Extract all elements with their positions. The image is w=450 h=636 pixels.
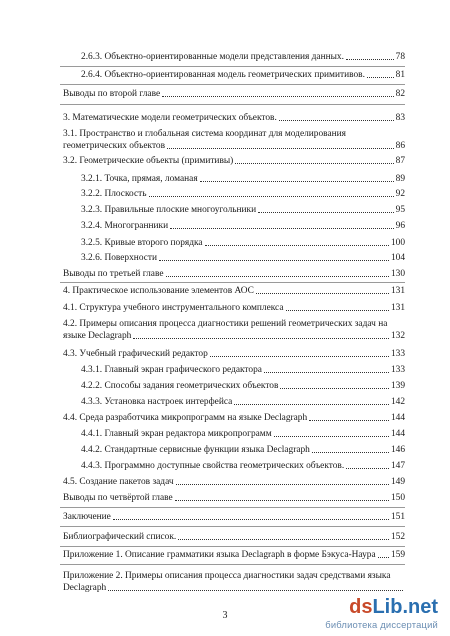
toc-leader <box>264 372 389 373</box>
toc-entry-page: 100 <box>390 238 405 248</box>
toc-entry <box>63 302 405 314</box>
toc-entry <box>63 268 405 280</box>
toc-leader <box>133 338 389 339</box>
toc-entry-label: 4.5. Создание пакетов задач <box>63 477 174 487</box>
toc-entry-page: 81 <box>395 70 405 80</box>
toc-entry <box>81 188 405 200</box>
toc-entry <box>81 396 405 408</box>
toc-entry <box>81 364 405 376</box>
toc-entry <box>81 460 405 472</box>
toc-entry-label: Выводы по второй главе <box>63 89 161 99</box>
toc-entry-page: 146 <box>390 445 405 455</box>
row-divider <box>60 564 405 565</box>
toc-entry-page: 86 <box>395 141 405 151</box>
toc-entry-page: 149 <box>390 477 405 487</box>
toc-leader <box>175 500 389 501</box>
toc-entry <box>63 285 405 297</box>
toc-entry-page: 152 <box>390 532 405 542</box>
toc-entry-label: 3. Математические модели геометрических объектов. <box>63 113 277 123</box>
toc-entry <box>81 220 405 232</box>
toc-entry-label: 4.4.2. Стандартные сервисные функции языка Declagraph <box>81 445 310 455</box>
toc-entry <box>63 88 405 100</box>
toc-entry-page: 104 <box>390 253 405 263</box>
toc-entry-label: 4.4.3. Программно доступные свойства геометрических объектов. <box>81 461 345 471</box>
toc-entry-label-cont: Declagraph <box>63 583 107 593</box>
toc-leader <box>149 196 394 197</box>
toc-entry-line2 <box>63 582 405 594</box>
toc-entry-label: 4.3. Учебный графический редактор <box>63 349 208 359</box>
toc-entry-page: 142 <box>390 397 405 407</box>
toc-entry <box>63 318 405 342</box>
row-divider <box>60 84 405 85</box>
toc-entry <box>63 476 405 488</box>
toc-entry-page: 147 <box>390 461 405 471</box>
toc-entry-label: 4.4. Среда разработчика микропрограмм на языке Declagraph <box>63 413 308 423</box>
toc-leader <box>205 245 389 246</box>
toc-entry-page: 96 <box>395 221 405 231</box>
toc-entry <box>63 531 405 543</box>
toc-entry-page: 131 <box>390 303 405 313</box>
watermark-logo[interactable] <box>324 596 442 630</box>
toc-entry-page: 82 <box>395 89 405 99</box>
toc-leader <box>346 468 389 469</box>
toc-entry <box>63 348 405 360</box>
toc-entry-label: Приложение 1. Описание грамматики языка Declagraph в форме Бэкуса-Наура <box>63 550 376 560</box>
toc-leader <box>176 484 389 485</box>
toc-entry <box>63 412 405 424</box>
toc-leader <box>256 293 389 294</box>
toc-entry-label: 4.3.1. Главный экран графического редактора <box>81 365 262 375</box>
toc-entry-label: Выводы по третьей главе <box>63 269 164 279</box>
toc-entry <box>63 511 405 523</box>
toc-entry <box>63 128 405 152</box>
toc-entry-label: 3.2.3. Правильные плоские многоугольники <box>81 205 257 215</box>
toc-leader <box>312 452 389 453</box>
toc-leader <box>258 212 393 213</box>
toc-leader <box>159 260 389 261</box>
toc-entry-label: 4.3.3. Установка настроек интерфейса <box>81 397 233 407</box>
toc-entry-page: 133 <box>390 349 405 359</box>
watermark-subtitle: библиотека диссертаций <box>325 619 438 630</box>
toc-entry-label: 3.2.1. Точка, прямая, ломаная <box>81 174 198 184</box>
toc-entry <box>63 570 405 594</box>
toc-leader <box>200 181 394 182</box>
watermark-brand: dsLib.net <box>349 596 438 618</box>
row-divider <box>60 507 405 508</box>
toc-entry-label: 3.2.5. Кривые второго порядка <box>81 238 203 248</box>
toc-leader <box>309 420 389 421</box>
toc-leader <box>166 276 389 277</box>
toc-entry-page: 133 <box>390 365 405 375</box>
toc-leader <box>280 388 389 389</box>
toc-leader <box>378 557 389 558</box>
toc-entry-page: 159 <box>390 550 405 560</box>
toc-entry-page: 83 <box>395 113 405 123</box>
toc-entry-page: 150 <box>390 493 405 503</box>
toc-entry <box>81 252 405 264</box>
toc-entry-page: 151 <box>390 512 405 522</box>
toc-leader <box>286 310 389 311</box>
toc-leader <box>274 436 389 437</box>
toc-entry-page: 130 <box>390 269 405 279</box>
toc-entry-label: 3.2.6. Поверхности <box>81 253 158 263</box>
toc-entry <box>81 428 405 440</box>
toc-leader <box>162 96 394 97</box>
toc-leader <box>346 59 394 60</box>
toc-entry-page: 132 <box>390 331 405 341</box>
toc-entry <box>63 492 405 504</box>
toc-leader <box>167 148 394 149</box>
toc-leader <box>113 519 389 520</box>
toc-leader <box>108 590 403 591</box>
toc-entry-label: Приложение 2. Примеры описания процесса диагностики задач средствами языка <box>63 571 391 581</box>
toc-entry <box>81 237 405 249</box>
row-divider <box>60 66 405 67</box>
toc-leader <box>367 77 394 78</box>
toc-leader <box>170 228 394 229</box>
toc-entry <box>63 549 405 561</box>
toc-entry-page: 89 <box>395 174 405 184</box>
toc-entry-page: 87 <box>395 156 405 166</box>
toc-entry-label: Библиографический список. <box>63 532 177 542</box>
toc-entry-label: 4.4.1. Главный экран редактора микропрограмм <box>81 429 272 439</box>
toc-entry-label: 3.1. Пространство и глобальная система координат для моделирования <box>63 129 346 139</box>
toc-entry-label: 2.6.3. Объектно-ориентированные модели представления данных. <box>81 52 344 62</box>
toc-entry-page: 144 <box>390 429 405 439</box>
toc-entry-page: 139 <box>390 381 405 391</box>
toc-entry-page: 144 <box>390 413 405 423</box>
row-divider <box>60 282 405 283</box>
toc-entry <box>81 173 405 185</box>
page-number: 3 <box>222 610 228 621</box>
toc-entry-label: 4.2. Примеры описания процесса диагностики решений геометрических задач на <box>63 319 388 329</box>
toc-entry-line2 <box>63 140 405 152</box>
toc-entry <box>63 155 405 167</box>
toc-entry <box>63 112 405 124</box>
toc-leader <box>210 356 389 357</box>
toc-entry-label-cont: геометрических объектов <box>63 141 166 151</box>
row-divider <box>60 546 405 547</box>
toc-entry-label: 4. Практическое использование элементов АОС <box>63 286 254 296</box>
toc-entry-label: 4.2.2. Способы задания геометрических объектов <box>81 381 279 391</box>
toc-entry-label: Выводы по четвёртой главе <box>63 493 173 503</box>
toc-entry-page: 78 <box>395 52 405 62</box>
toc-leader <box>235 163 393 164</box>
toc-entry <box>81 51 405 63</box>
row-divider <box>60 526 405 527</box>
toc-entry-label-cont: языке Declagraph <box>63 331 132 341</box>
toc-entry-line2 <box>63 330 405 342</box>
toc-entry-label: 4.1. Структура учебного инструментального комплекса <box>63 303 284 313</box>
toc-entry-page: 92 <box>395 189 405 199</box>
toc-leader <box>279 120 394 121</box>
toc-leader <box>178 539 389 540</box>
toc-entry-label: 3.2. Геометрические объекты (примитивы) <box>63 156 234 166</box>
toc-entry <box>81 69 405 81</box>
toc-entry-label: Заключение <box>63 512 111 522</box>
toc-entry-label: 2.6.4. Объектно-ориентированная модель геометрических примитивов. <box>81 70 365 80</box>
toc-leader <box>234 404 389 405</box>
toc-entry-label: 3.2.4. Многогранники <box>81 221 169 231</box>
row-divider <box>60 104 405 105</box>
toc-entry <box>81 380 405 392</box>
toc-entry-page: 131 <box>390 286 405 296</box>
toc-entry <box>81 204 405 216</box>
toc-entry-page: 95 <box>395 205 405 215</box>
toc-entry <box>81 444 405 456</box>
toc-entry-label: 3.2.2. Плоскость <box>81 189 147 199</box>
